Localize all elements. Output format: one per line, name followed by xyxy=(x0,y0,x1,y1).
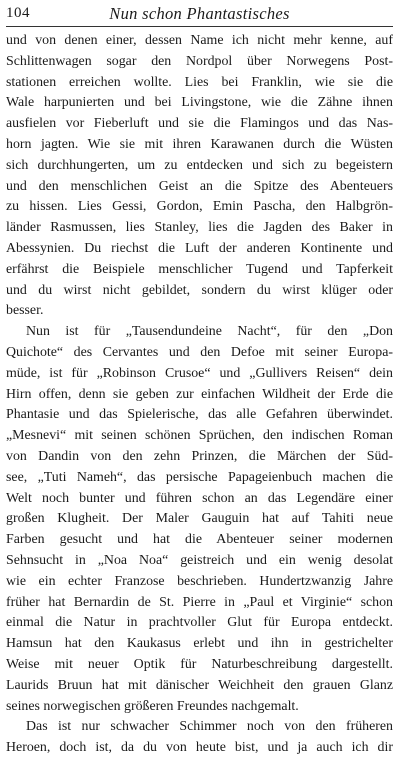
text-line: erfährst die Beispiele menschlicher Tugend und Tapferkeit xyxy=(6,261,393,277)
text-line: Heroen, doch ist, da du von heute bist, und ja auch ich dir xyxy=(6,740,393,756)
text-line: müde, ist für „Robinson Crusoe“ und „Gullivers Reisen“ dein xyxy=(6,365,393,381)
text-line: Quichote“ des Cervantes und den Defoe mit seiner Europa- xyxy=(6,344,393,360)
text-line: einmal die Natur in prachtvoller Glut für Europa entdeckt. xyxy=(6,615,393,631)
paragraph-1 xyxy=(6,31,393,322)
running-head xyxy=(6,0,393,27)
text-line: wie ein echter Franzose beschrieben. Hundertzwanzig Jahre xyxy=(6,573,393,589)
paragraph-3 xyxy=(6,717,393,759)
text-line: Sehnsucht in „Noa Noa“ geistreich und ein wenig desolat xyxy=(6,552,393,568)
text-line: stationen erreichen wollte. Lies bei Franklin, wie sie die xyxy=(6,74,393,90)
text-line: besser. xyxy=(6,303,44,319)
text-line: länder Rasmussen, lies Stanley, lies die Jagden des Baker in xyxy=(6,220,393,236)
text-line: Laurids Bruun hat mit dänischer Weichheit den grauen Glanz xyxy=(6,677,393,693)
text-line: großen Klugheit. Der Maler Gauguin hat auf Tahiti neue xyxy=(6,511,393,527)
text-line: „Mesnevi“ mit seinen schönen Sprüchen, den indischen Roman xyxy=(6,428,393,444)
text-line: Hirn offen, denn sie geben zur einfachen Wildheit der Erde die xyxy=(6,386,393,402)
text-line: horn jagten. Wie sie mit ihren Karawanen durch die Wüsten xyxy=(6,136,393,152)
text-line: ausfielen vor Fieberluft und sie die Flamingos und das Nas- xyxy=(6,116,393,132)
text-line: Welt noch bunter und führen schon an das Legendäre einer xyxy=(6,490,393,506)
text-line: früher hat Bernardin de St. Pierre in „Paul et Virginie“ schon xyxy=(6,594,393,610)
text-line: see, „Tuti Nameh“, das persische Papageienbuch machen die xyxy=(6,469,393,485)
text-line: Phantasie und das Spielerische, das alle Gefahren überwindet. xyxy=(6,407,393,423)
book-page xyxy=(6,0,393,756)
text-line: Schlittenwagen sogar den Nordpol über Norwegens Post- xyxy=(6,53,393,69)
text-line: Das ist nur schwacher Schimmer noch von den früheren xyxy=(26,719,393,735)
text-line: Nun ist für „Tausendundeine Nacht“, für den „Don xyxy=(26,324,393,340)
text-line: Farben gesucht und hat die Abenteuer seiner modernen xyxy=(6,532,393,548)
text-line: und von denen einer, dessen Name ich nicht mehr kenne, auf xyxy=(6,33,393,48)
text-line: Hamsun hat den Kaukasus erlebt und ihn in gestrichelter xyxy=(6,636,393,652)
paragraph-2 xyxy=(6,322,393,717)
running-title: Nun schon Phantastisches xyxy=(109,4,290,23)
text-line: von Dandin von den zehn Prinzen, die Märchen der Süd- xyxy=(6,448,393,464)
text-line: Weise mit neuer Optik für Naturbeschreibung dargestellt. xyxy=(6,656,393,672)
text-line: und den menschlichen Geist an die Spitze des Abenteuers xyxy=(6,178,393,194)
body-text xyxy=(6,31,393,759)
text-line: sich durchhungerten, um zu entdecken und sich zu begeistern xyxy=(6,157,393,173)
text-line: zu hissen. Lies Gessi, Gordon, Emin Pascha, den Halbgrön- xyxy=(6,199,393,215)
text-line: und du wirst nicht gebildet, sondern du wirst klüger oder xyxy=(6,282,393,298)
text-line: Abessynien. Du riechst die Luft der anderen Kontinente und xyxy=(6,240,393,256)
page-number: 104 xyxy=(6,5,30,21)
text-line: Wale harpunierten und bei Livingstone, wie die Zähne ihnen xyxy=(6,95,393,111)
text-line: seines norwegischen größeren Freundes nachgemalt. xyxy=(6,698,299,714)
